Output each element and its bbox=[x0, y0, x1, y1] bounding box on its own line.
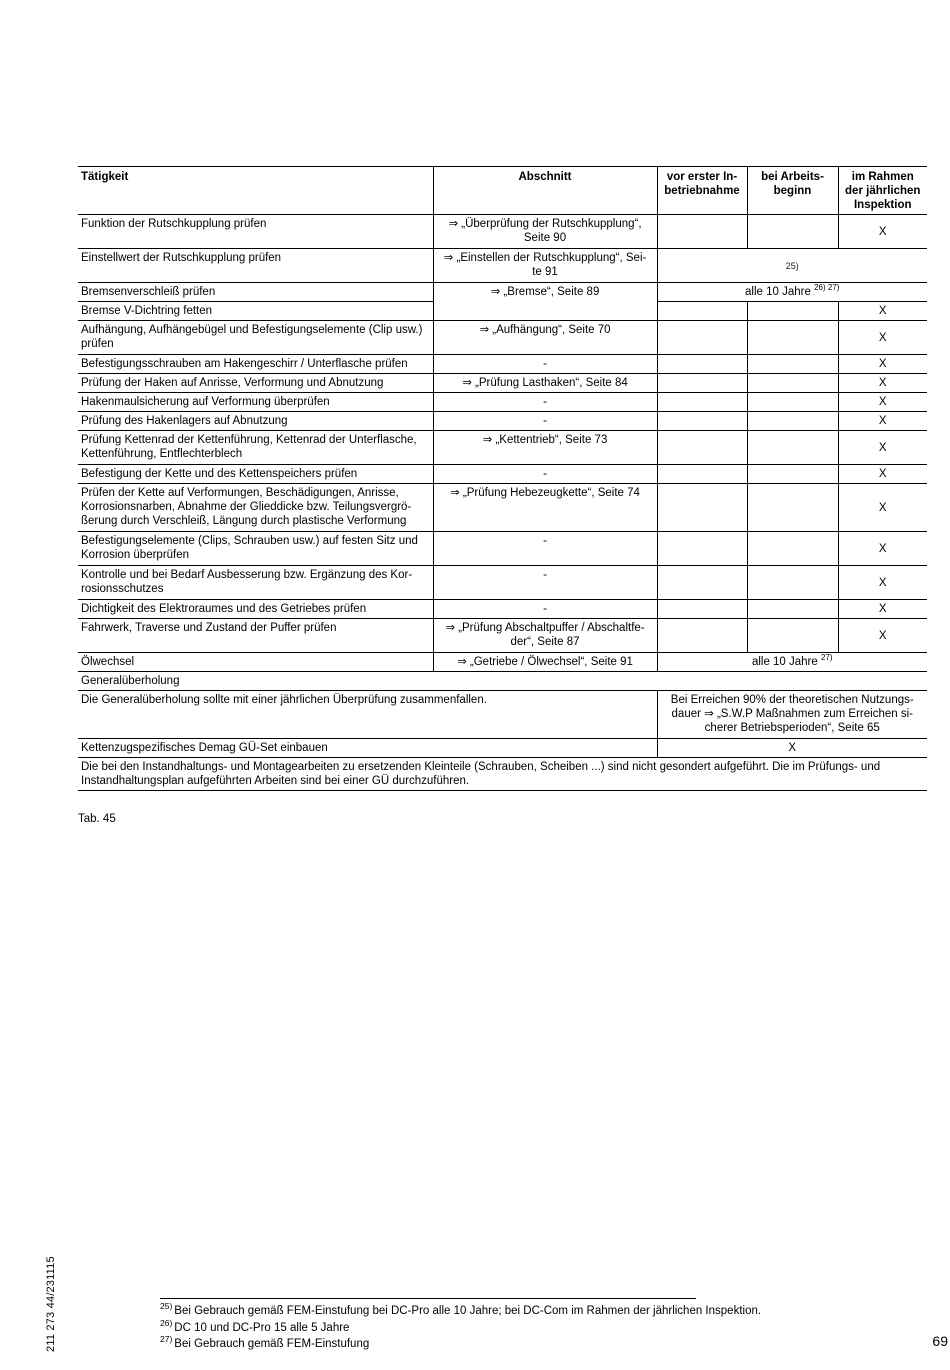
table-row bbox=[78, 532, 927, 566]
table-note-row bbox=[78, 758, 927, 791]
header-first-use: vor erster In- betriebnahme bbox=[657, 167, 747, 215]
first-use-cell bbox=[657, 374, 747, 393]
first-use-cell bbox=[657, 532, 747, 566]
table-row bbox=[78, 691, 927, 739]
first-use-cell bbox=[657, 566, 747, 600]
section-cell: - bbox=[433, 393, 657, 412]
annual-cell: X bbox=[838, 431, 927, 465]
activity-cell: Funktion der Rutschkupplung prüfen bbox=[78, 215, 433, 249]
annual-cell: X bbox=[838, 566, 927, 600]
annual-cell: X bbox=[838, 619, 927, 653]
annual-cell: X bbox=[838, 484, 927, 532]
work-start-cell bbox=[747, 412, 838, 431]
table-row bbox=[78, 465, 927, 484]
first-use-cell bbox=[657, 619, 747, 653]
footnote-text: Bei Gebrauch gemäß FEM-Einstufung bei DC-Pro alle 10 Jahre; bei DC-Com im Rahmen der jährlichen Inspektion. bbox=[174, 1305, 762, 1317]
work-start-cell bbox=[747, 431, 838, 465]
overhaul-text: Die Generalüberholung sollte mit einer jährlichen Überprüfung zusammenfallen. bbox=[78, 691, 657, 739]
section-cell: - bbox=[433, 355, 657, 374]
work-start-cell bbox=[747, 532, 838, 566]
section-cell: ⇒ „Aufhängung“, Seite 70 bbox=[433, 321, 657, 355]
section-cell: ⇒ „Einstellen der Rutschkupplung“, Sei- te 91 bbox=[433, 249, 657, 283]
table-header-row bbox=[78, 167, 927, 215]
footnote bbox=[160, 1334, 370, 1351]
work-start-cell bbox=[747, 619, 838, 653]
footnote-text: DC 10 und DC-Pro 15 alle 5 Jahre bbox=[174, 1322, 350, 1334]
annual-cell: X bbox=[838, 321, 927, 355]
work-start-cell bbox=[747, 465, 838, 484]
annual-cell: X bbox=[838, 302, 927, 321]
first-use-cell bbox=[657, 484, 747, 532]
page-number: 69 bbox=[932, 1333, 948, 1349]
table-row bbox=[78, 566, 927, 600]
activity-cell: Prüfung Kettenrad der Kettenführung, Kettenrad der Unterflasche, Kettenführung, Entflechterblech bbox=[78, 431, 433, 465]
document-code: 211 273 44/231115 bbox=[45, 1256, 57, 1352]
table-row bbox=[78, 600, 927, 619]
activity-cell: Befestigungselemente (Clips, Schrauben usw.) auf festen Sitz und Korrosion überprüfen bbox=[78, 532, 433, 566]
annual-cell: X bbox=[838, 412, 927, 431]
overhaul-kit: Kettenzugspezifisches Demag GÜ-Set einbauen bbox=[78, 739, 657, 758]
overhaul-condition: Bei Erreichen 90% der theoretischen Nutzungs- dauer ⇒ „S.W.P Maßnahmen zum Erreichen si- cherer Betriebsperioden“, Seite 65 bbox=[657, 691, 927, 739]
interval-text: alle 10 Jahre bbox=[751, 656, 818, 668]
header-section: Abschnitt bbox=[433, 167, 657, 215]
maintenance-table bbox=[78, 166, 927, 791]
table-row bbox=[78, 393, 927, 412]
section-cell: - bbox=[433, 566, 657, 600]
activity-cell: Bremsenverschleiß prüfen bbox=[78, 283, 433, 302]
annual-cell: X bbox=[838, 532, 927, 566]
annual-cell: X bbox=[838, 355, 927, 374]
first-use-cell bbox=[657, 431, 747, 465]
annual-cell: X bbox=[838, 600, 927, 619]
table-caption: Tab. 45 bbox=[78, 813, 116, 825]
overhaul-note: Die bei den Instandhaltungs- und Montagearbeiten zu ersetzenden Kleinteile (Schrauben, Scheiben ...) sind nicht gesondert aufgeführt. Die im Prüfungs- und Instandhaltungsplan aufgeführten Arbeiten sind bei einer GÜ durchzuführen. bbox=[78, 758, 927, 791]
activity-cell: Aufhängung, Aufhängebügel und Befestigungselemente (Clip usw.) prüfen bbox=[78, 321, 433, 355]
work-start-cell bbox=[747, 321, 838, 355]
section-cell: ⇒ „Prüfung Lasthaken“, Seite 84 bbox=[433, 374, 657, 393]
table-row bbox=[78, 215, 927, 249]
activity-cell: Ölwechsel bbox=[78, 653, 433, 672]
table-row bbox=[78, 374, 927, 393]
work-start-cell bbox=[747, 374, 838, 393]
annual-cell: X bbox=[838, 393, 927, 412]
work-start-cell bbox=[747, 484, 838, 532]
work-start-cell bbox=[747, 393, 838, 412]
first-use-cell bbox=[657, 302, 747, 321]
section-cell: ⇒ „Überprüfung der Rutschkupplung“, Seite 90 bbox=[433, 215, 657, 249]
footnote-number: 25) bbox=[160, 1301, 173, 1312]
section-cell: ⇒ „Kettentrieb“, Seite 73 bbox=[433, 431, 657, 465]
interval-cell bbox=[657, 653, 927, 672]
activity-cell: Befestigung der Kette und des Kettenspeichers prüfen bbox=[78, 465, 433, 484]
table-row bbox=[78, 619, 927, 653]
section-cell: - bbox=[433, 465, 657, 484]
activity-cell: Prüfung des Hakenlagers auf Abnutzung bbox=[78, 412, 433, 431]
header-activity: Tätigkeit bbox=[78, 167, 433, 215]
overhaul-heading-row bbox=[78, 672, 927, 691]
activity-cell: Prüfen der Kette auf Verformungen, Beschädigungen, Anrisse, Korrosionsnarben, Abnahme der Glieddicke bzw. Teilungsvergrö-ßerung durch Verschleiß, Längung durch plastische Verformung bbox=[78, 484, 433, 532]
footnote-number: 26) bbox=[160, 1318, 173, 1329]
table-row bbox=[78, 355, 927, 374]
overhaul-heading: Generalüberholung bbox=[78, 672, 927, 691]
footnote-number: 27) bbox=[160, 1334, 173, 1345]
footnote-text: Bei Gebrauch gemäß FEM-Einstufung bbox=[174, 1338, 370, 1350]
interval-cell bbox=[657, 283, 927, 302]
work-start-cell bbox=[747, 566, 838, 600]
section-cell: - bbox=[433, 600, 657, 619]
activity-cell: Bremse V-Dichtring fetten bbox=[78, 302, 433, 321]
activity-cell: Kontrolle und bei Bedarf Ausbesserung bzw. Ergänzung des Kor-rosionsschutzes bbox=[78, 566, 433, 600]
table-row bbox=[78, 249, 927, 283]
first-use-cell bbox=[657, 412, 747, 431]
table-row bbox=[78, 431, 927, 465]
activity-cell: Fahrwerk, Traverse und Zustand der Puffer prüfen bbox=[78, 619, 433, 653]
first-use-cell bbox=[657, 215, 747, 249]
work-start-cell bbox=[747, 600, 838, 619]
first-use-cell bbox=[657, 321, 747, 355]
work-start-cell bbox=[747, 215, 838, 249]
activity-cell: Prüfung der Haken auf Anrisse, Verformung und Abnutzung bbox=[78, 374, 433, 393]
interval-text: alle 10 Jahre bbox=[745, 286, 811, 298]
activity-cell: Hakenmaulsicherung auf Verformung überprüfen bbox=[78, 393, 433, 412]
first-use-cell bbox=[657, 600, 747, 619]
footnote-ref: 25) bbox=[785, 260, 799, 271]
footnote bbox=[160, 1318, 350, 1335]
table-row bbox=[78, 484, 927, 532]
table-row bbox=[78, 739, 927, 758]
table-row bbox=[78, 283, 927, 302]
activity-cell: Einstellwert der Rutschkupplung prüfen bbox=[78, 249, 433, 283]
section-cell: - bbox=[433, 412, 657, 431]
first-use-cell bbox=[657, 393, 747, 412]
footnote-ref: 26) 27) bbox=[814, 283, 840, 293]
activity-cell: Dichtigkeit des Elektroraumes und des Getriebes prüfen bbox=[78, 600, 433, 619]
work-start-cell bbox=[747, 302, 838, 321]
section-cell: ⇒ „Getriebe / Ölwechsel“, Seite 91 bbox=[433, 653, 657, 672]
first-use-cell bbox=[657, 465, 747, 484]
table-row bbox=[78, 412, 927, 431]
footnote-divider bbox=[160, 1298, 696, 1299]
table-row bbox=[78, 653, 927, 672]
footnote bbox=[160, 1301, 762, 1318]
note-cell bbox=[657, 249, 927, 283]
first-use-cell bbox=[657, 355, 747, 374]
annual-cell: X bbox=[838, 215, 927, 249]
overhaul-kit-mark: X bbox=[657, 739, 927, 758]
header-annual: im Rahmen der jährlichen Inspektion bbox=[838, 167, 927, 215]
section-cell: ⇒ „Prüfung Hebezeugkette“, Seite 74 bbox=[433, 484, 657, 532]
section-cell: - bbox=[433, 532, 657, 566]
table-row bbox=[78, 321, 927, 355]
annual-cell: X bbox=[838, 465, 927, 484]
footnote-ref: 27) bbox=[821, 653, 833, 663]
work-start-cell bbox=[747, 355, 838, 374]
activity-cell: Befestigungsschrauben am Hakengeschirr / Unterflasche prüfen bbox=[78, 355, 433, 374]
annual-cell: X bbox=[838, 374, 927, 393]
header-work-start: bei Arbeits- beginn bbox=[747, 167, 838, 215]
section-cell: ⇒ „Prüfung Abschaltpuffer / Abschaltfe- der“, Seite 87 bbox=[433, 619, 657, 653]
section-cell: ⇒ „Bremse“, Seite 89 bbox=[433, 283, 657, 321]
